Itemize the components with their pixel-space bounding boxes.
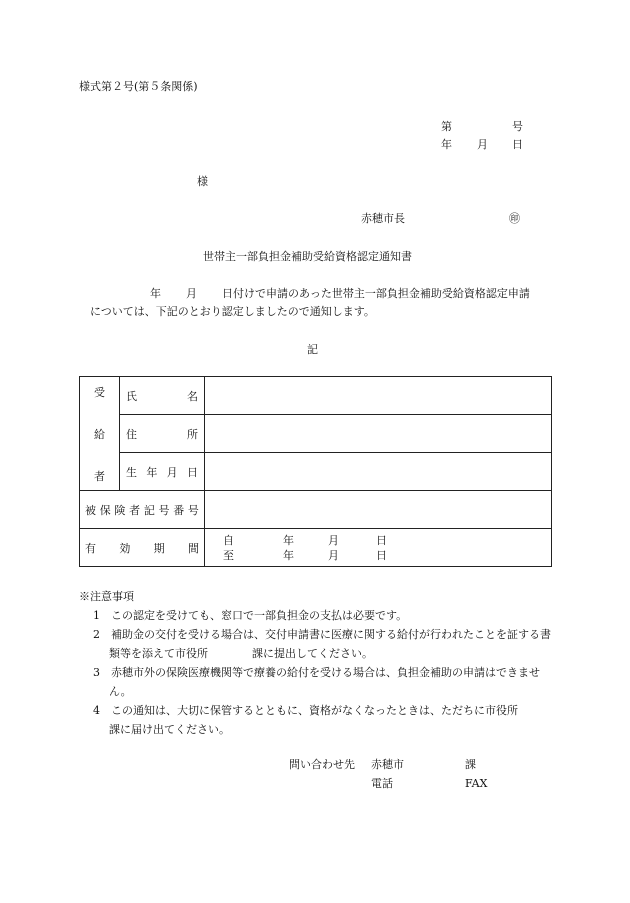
issuer-name: 赤穂市長 — [361, 212, 405, 225]
insurance-label-cell — [80, 491, 205, 529]
note-text: 赤穂市外の保険医療機関等で療養の給付を受ける場合は、負担金補助の申請はできません。 — [109, 666, 540, 698]
birthdate-value-cell[interactable] — [205, 453, 552, 491]
note-num: 4 — [93, 704, 100, 717]
validity-to-prefix: 至 — [223, 548, 234, 562]
validity-from-year: 年 — [283, 533, 294, 547]
body-year: 年 — [150, 287, 161, 300]
contact-city: 赤穂市 — [371, 758, 404, 771]
validity-to-day: 日 — [376, 548, 387, 562]
ref-go: 号 — [512, 120, 523, 133]
birthdate-label-char: 年 — [146, 465, 158, 479]
validity-from-prefix: 自 — [223, 533, 234, 547]
body-line1: 日付けで申請のあった世帯主一部負担金補助受給資格認定申請 — [222, 287, 530, 300]
note-num: 3 — [93, 666, 100, 679]
note-item — [79, 625, 559, 663]
contact-fax-label: FAX — [465, 777, 488, 790]
insurance-label-char: 被 — [85, 503, 96, 517]
insurance-label-char: 保 — [99, 503, 111, 517]
birthdate-label-char: 月 — [166, 465, 178, 479]
note-num: 2 — [93, 628, 100, 641]
body-month: 月 — [186, 287, 197, 300]
insurance-label-char: 番 — [173, 503, 185, 517]
validity-from-month: 月 — [328, 533, 339, 547]
birthdate-label-cell — [120, 453, 205, 491]
date-month: 月 — [477, 138, 488, 151]
notes-heading: ※注意事項 — [79, 590, 134, 603]
validity-label-char: 効 — [119, 541, 131, 555]
insurance-label-char: 者 — [129, 503, 141, 517]
certification-table — [79, 376, 552, 567]
address-label-char: 所 — [187, 427, 198, 441]
address-label-cell — [120, 415, 205, 453]
note-num: 1 — [93, 609, 100, 622]
recipient-char: 給 — [94, 427, 105, 441]
date-day: 日 — [512, 138, 523, 151]
ki-marker: 記 — [307, 343, 318, 356]
recipient-char: 者 — [94, 469, 105, 483]
name-label-char: 氏 — [126, 389, 137, 403]
seal-mark: ㊞ — [509, 212, 520, 225]
birthdate-label-char: 日 — [186, 465, 198, 479]
birthdate-label-char: 生 — [126, 465, 137, 479]
validity-label-char: 有 — [85, 541, 96, 555]
date-year: 年 — [441, 138, 452, 151]
address-label-char: 住 — [126, 427, 137, 441]
contact-label: 問い合わせ先 — [289, 758, 355, 771]
name-label-char: 名 — [187, 389, 198, 403]
address-value-cell[interactable] — [205, 415, 552, 453]
ref-dai: 第 — [441, 120, 452, 133]
document-title: 世帯主一部負担金補助受給資格認定通知書 — [203, 250, 412, 263]
validity-label-cell — [80, 529, 205, 567]
note-text: この認定を受けても、窓口で一部負担金の支払は必要です。 — [111, 609, 408, 622]
contact-phone-label: 電話 — [371, 777, 393, 790]
contact-ka: 課 — [465, 758, 476, 771]
insurance-value-cell[interactable] — [205, 491, 552, 529]
validity-to-month: 月 — [328, 548, 339, 562]
note-item — [79, 606, 559, 625]
insurance-label-char: 号 — [158, 503, 170, 517]
recipient-label-cell — [80, 377, 120, 491]
name-value-cell[interactable] — [205, 377, 552, 415]
name-label-cell — [120, 377, 205, 415]
insurance-label-char: 号 — [187, 503, 199, 517]
insurance-label-char: 記 — [143, 503, 155, 517]
addressee-suffix: 様 — [197, 175, 208, 188]
note-item — [79, 701, 562, 739]
validity-to-year: 年 — [283, 548, 294, 562]
validity-from-day: 日 — [376, 533, 387, 547]
validity-value-cell[interactable] — [205, 529, 552, 567]
insurance-label-char: 険 — [114, 503, 126, 517]
note-text: 補助金の交付を受ける場合は、交付申請書に医療に関する給付が行われたことを証する書類等を添えて市役所 課に提出してください。 — [109, 628, 551, 660]
validity-label-char: 間 — [187, 541, 199, 555]
note-text: この通知は、大切に保管するとともに、資格がなくなったときは、ただちに市役所 課に届け出てください。 — [109, 704, 562, 736]
notes-section — [79, 587, 562, 739]
body-line2: については、下記のとおり認定しましたので通知します。 — [90, 305, 375, 318]
recipient-char: 受 — [94, 385, 105, 399]
validity-label-char: 期 — [153, 541, 165, 555]
note-item — [79, 663, 559, 701]
form-number: 様式第２号(第５条関係) — [79, 80, 198, 93]
